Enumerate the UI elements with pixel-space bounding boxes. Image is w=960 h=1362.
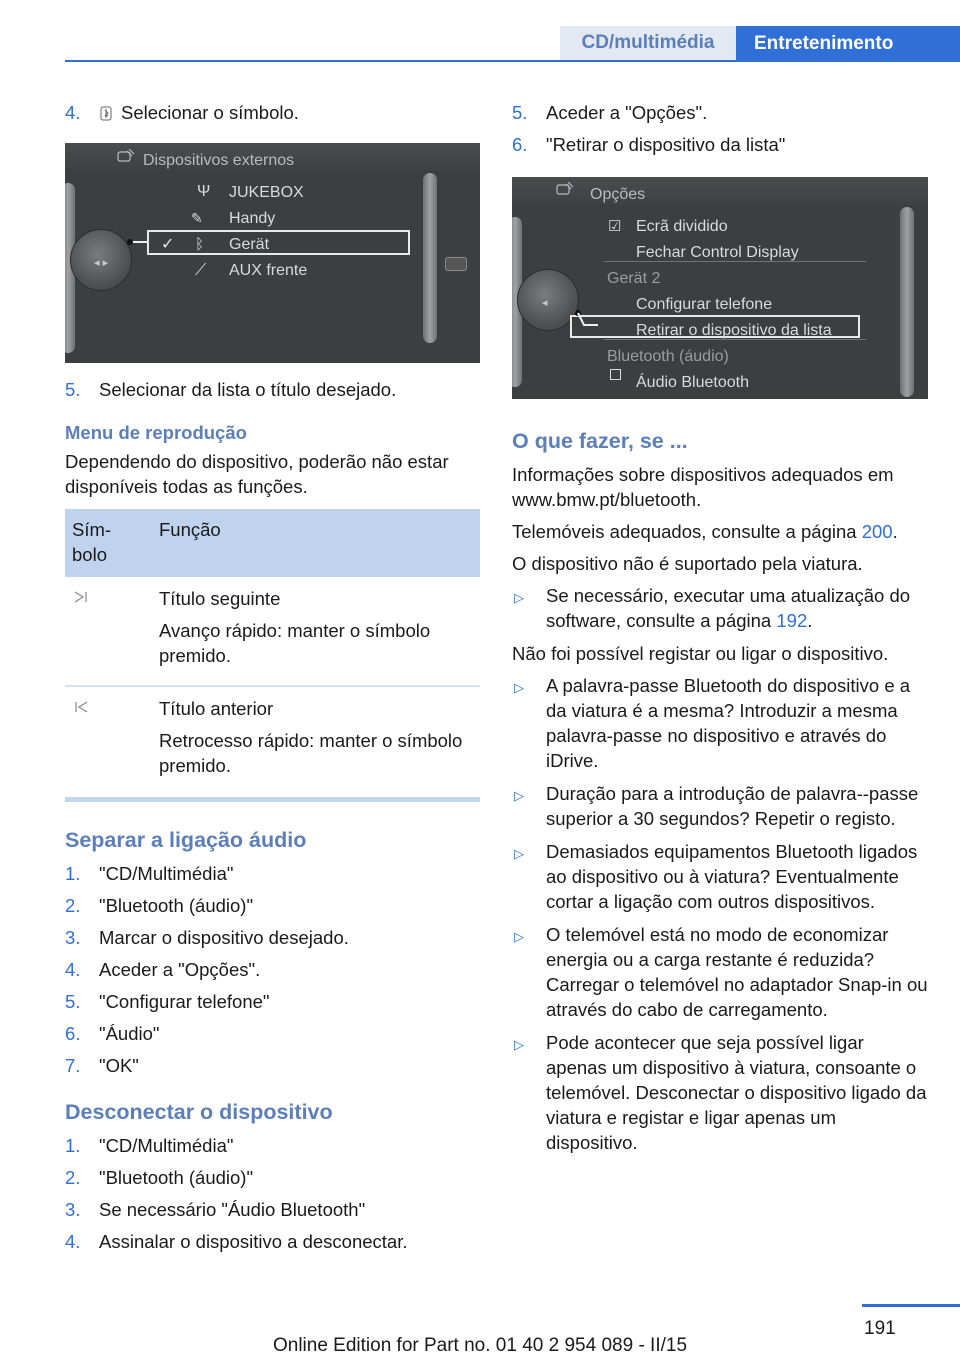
right-rail — [423, 173, 437, 343]
group-label-geraet2: Gerät 2 — [607, 270, 661, 287]
function-title: Título anterior — [159, 698, 274, 719]
menu-item-aux[interactable]: AUX frente — [229, 262, 308, 279]
external-devices-icon — [556, 182, 574, 198]
bullet-triangle-icon: ▷ — [514, 1037, 524, 1052]
table-row — [65, 577, 480, 686]
list-item: 4. Aceder a "Opções". — [65, 959, 261, 980]
previous-track-icon — [72, 699, 90, 715]
list-item: 3. Marcar o dispositivo desejado. — [65, 927, 349, 948]
page-number: 191 — [864, 1318, 896, 1339]
step-number: 4. — [65, 102, 81, 123]
aux-icon: ⟋ — [195, 262, 207, 279]
split-screen-icon: ☑ — [608, 218, 622, 235]
list-item: 2. "Bluetooth (áudio)" — [65, 895, 254, 916]
step-text: Selecionar da lista o título desejado. — [99, 379, 397, 400]
group-label-bluetooth-audio: Bluetooth (áudio) — [607, 348, 729, 365]
knob-arrows-icon: ◂ ▸ — [94, 257, 109, 269]
list-item: 1. "CD/Multimédia" — [65, 863, 234, 884]
idrive-screen-options — [512, 177, 928, 399]
right-rail — [900, 207, 914, 397]
menu-text: Dependendo do dispositivo, poderão não estar disponíveis todas as funções. — [65, 451, 449, 497]
list-item: 6. "Áudio" — [65, 1023, 160, 1044]
divider — [604, 261, 866, 262]
menu-item-audio-bluetooth[interactable]: Áudio Bluetooth — [636, 374, 749, 391]
header-tab-chapter: Entretenimento — [736, 26, 960, 62]
footer-edition: Online Edition for Part no. 01 40 2 954 089 - II/15 — [272, 1335, 688, 1356]
section-heading-desconectar: Desconectar o dispositivo — [65, 1100, 333, 1124]
step-text: Selecionar o símbolo. — [121, 102, 299, 123]
phone-icon: ✎ — [191, 210, 203, 226]
screen-title: Dispositivos externos — [143, 152, 295, 169]
divider — [604, 339, 866, 340]
function-desc: Retrocesso rápido: manter o símbolo premido. — [159, 730, 463, 776]
external-devices-icon — [117, 149, 135, 165]
idrive-screen-external-devices — [65, 143, 480, 363]
menu-item-remove-device[interactable]: Retirar o dispositivo da lista — [636, 322, 832, 339]
pointer-dot — [127, 239, 133, 245]
bullet-triangle-icon: ▷ — [514, 590, 524, 605]
list-item: ▷ O telemóvel está no modo de economizar energia ou a carga restante é reduzida? Carregar o telemóvel no adaptador Snap-in ou através do cabo de carregamento. — [514, 924, 928, 1020]
separar-steps — [65, 861, 480, 1078]
step-number: 5. — [65, 379, 81, 400]
page-link-200[interactable]: 200 — [861, 521, 893, 542]
screen-button-icon — [445, 257, 467, 271]
table-header-symbol: Sím- bolo — [65, 509, 152, 577]
step-remove-device: 6. "Retirar o dispositivo da lista" — [512, 134, 786, 155]
bullet-triangle-icon: ▷ — [514, 680, 524, 695]
pointer-line — [574, 309, 598, 329]
list-item: ▷ Demasiados equipamentos Bluetooth ligados ao dispositivo ou à viatura? Eventualmente cortar a ligação com outros dispositivos. — [514, 841, 918, 912]
functions-table — [65, 509, 480, 802]
selection-highlight — [147, 230, 410, 255]
usb-icon: Ψ — [197, 183, 211, 200]
step-select-title — [65, 377, 480, 402]
section-heading-separar: Separar a ligação áudio — [65, 828, 307, 852]
paragraph: Telemóveis adequados, consulte a página 200. — [512, 521, 898, 542]
paragraph: Não foi possível registar ou ligar o dispositivo. — [512, 643, 889, 664]
paragraph: Informações sobre dispositivos adequados em www.bmw.pt/bluetooth. — [512, 464, 894, 510]
function-desc: Avanço rápido: manter o símbolo premido. — [159, 620, 431, 666]
step-access-options: 5. Aceder a "Opções". — [512, 102, 708, 123]
page-link-192[interactable]: 192 — [776, 610, 808, 631]
menu-heading: Menu de reprodução — [65, 422, 247, 443]
screen-title: Opções — [590, 186, 646, 203]
section-heading-troubleshooting: O que fazer, se ... — [512, 429, 688, 453]
list-item: ▷ Pode acontecer que seja possível ligar apenas um dispositivo à viatura, consoante o telemóvel. Desconectar o dispositivo ligado da viatura e registar e ligar apenas um dispositivo. — [514, 1032, 927, 1153]
knob-arrow-icon: ◂ — [542, 297, 548, 309]
right-column — [512, 100, 928, 1163]
left-column — [65, 100, 480, 1261]
menu-item-configure-phone[interactable]: Configurar telefone — [636, 296, 773, 313]
page-number-rule — [862, 1304, 960, 1307]
bullet-triangle-icon: ▷ — [514, 788, 524, 803]
function-title: Título seguinte — [159, 588, 281, 609]
bluetooth-devices-icon — [99, 104, 115, 122]
list-item: 1. "CD/Multimédia" — [65, 1135, 234, 1156]
list-item: 3. Se necessário "Áudio Bluetooth" — [65, 1199, 366, 1220]
list-item: 5. "Configurar telefone" — [65, 991, 270, 1012]
list-item: ▷ A palavra-passe Bluetooth do dispositivo e a da viatura é a mesma? Introduzir a mesma palavra-passe no dispositivo e através do iDrive. — [514, 675, 911, 771]
step-select-symbol — [65, 100, 480, 125]
bullet-triangle-icon: ▷ — [514, 846, 524, 861]
checkmark-icon: ✓ — [161, 236, 175, 253]
menu-item-geraet[interactable]: Gerät — [229, 236, 270, 253]
menu-item-close-display[interactable]: Fechar Control Display — [636, 244, 799, 261]
bluetooth-icon: ᛒ — [195, 236, 205, 253]
list-item: ▷ Duração para a introdução de palavra--passe superior a 30 segundos? Repetir o registo. — [514, 783, 919, 829]
bullet-triangle-icon: ▷ — [514, 929, 524, 944]
header-tab-section: CD/multimédia — [560, 26, 736, 60]
list-item: ▷ Se necessário, executar uma atualização do software, consulte a página 192. — [514, 585, 911, 631]
screen-title-bar — [512, 177, 928, 205]
table-row — [65, 686, 480, 800]
menu-item-split-screen[interactable]: Ecrã dividido — [636, 218, 728, 235]
header-rule — [65, 60, 960, 62]
paragraph: O dispositivo não é suportado pela viatura. — [512, 553, 863, 574]
desconectar-steps — [65, 1133, 480, 1254]
list-item: 2. "Bluetooth (áudio)" — [65, 1167, 254, 1188]
menu-item-handy[interactable]: Handy — [229, 210, 276, 227]
list-item: 7. "OK" — [65, 1055, 139, 1076]
table-header-function: Função — [152, 509, 480, 577]
list-item: 4. Assinalar o dispositivo a desconectar. — [65, 1231, 408, 1252]
next-track-icon — [72, 589, 90, 605]
menu-item-jukebox[interactable]: JUKEBOX — [229, 184, 304, 201]
checkbox-icon — [610, 369, 621, 380]
